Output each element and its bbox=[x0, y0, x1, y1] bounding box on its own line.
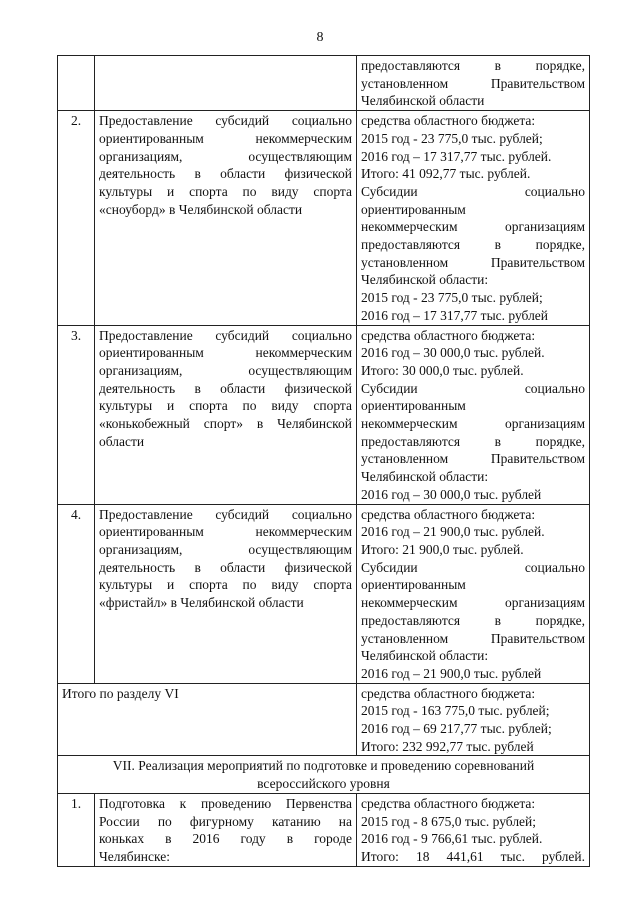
text-line: «сноуборд» в Челябинской области bbox=[99, 201, 303, 217]
text-line: Итого: 232 992,77 тыс. рублей bbox=[361, 738, 534, 754]
text-line: установленном Правительством bbox=[361, 451, 585, 467]
text-line: культуры и спорта по виду спорта bbox=[99, 577, 352, 593]
text-line: установленном Правительством bbox=[361, 75, 585, 91]
text-line: Предоставление субсидий социально bbox=[99, 506, 352, 522]
table-row bbox=[58, 326, 590, 505]
funding-source-cell bbox=[357, 326, 590, 504]
text-line: деятельность в области физической bbox=[99, 380, 352, 396]
section-heading bbox=[58, 756, 590, 792]
text-line: России по фигурному катанию на bbox=[99, 813, 352, 829]
text-line: культуры и спорта по виду спорта bbox=[99, 398, 352, 414]
text-line: предоставляются в порядке, bbox=[361, 237, 585, 253]
row-number-cell: 1. bbox=[58, 794, 95, 866]
text-line: средства областного бюджета: bbox=[361, 506, 536, 522]
section-heading-row bbox=[58, 756, 590, 793]
text-line: средства областного бюджета: bbox=[361, 795, 536, 811]
text-line: Итого: 21 900,0 тыс. рублей. bbox=[361, 541, 524, 557]
text-line: Итого: 41 092,77 тыс. рублей. bbox=[361, 166, 531, 182]
text-line: 2015 год - 23 775,0 тыс. рублей; bbox=[361, 290, 543, 306]
text-line: культуры и спорта по виду спорта bbox=[99, 183, 352, 199]
row-number-cell: 4. bbox=[58, 505, 95, 683]
text-line: 2016 год – 21 900,0 тыс. рублей. bbox=[361, 524, 545, 540]
description-cell bbox=[95, 111, 357, 324]
text-line: деятельность в области физической bbox=[99, 166, 352, 182]
text-line: 2015 год - 163 775,0 тыс. рублей; bbox=[361, 703, 550, 719]
text-line: Челябинске: bbox=[99, 848, 170, 864]
text-line: ориентированным некоммерческим bbox=[99, 345, 352, 361]
text-line: ориентированным bbox=[361, 577, 466, 593]
text-line: 2015 год - 23 775,0 тыс. рублей; bbox=[361, 130, 543, 146]
text-line: Субсидии социально bbox=[361, 183, 585, 199]
text-line: организациям, осуществляющим bbox=[99, 362, 352, 378]
description-cell bbox=[95, 56, 357, 110]
text-line: некоммерческим организациям bbox=[361, 595, 585, 611]
text-line: 2016 год – 17 317,77 тыс. рублей. bbox=[361, 148, 552, 164]
text-line: 2015 год - 8 675,0 тыс. рублей; bbox=[361, 813, 537, 829]
description-cell bbox=[95, 505, 357, 683]
text-line: 2016 год – 30 000,0 тыс. рублей. bbox=[361, 345, 545, 361]
funding-source-cell bbox=[357, 505, 590, 683]
text-line: Итого: 18 441,61 тыс. рублей. bbox=[361, 848, 585, 864]
description-cell bbox=[95, 326, 357, 504]
text-line: 2016 год – 17 317,77 тыс. рублей bbox=[361, 307, 549, 323]
text-line: ориентированным bbox=[361, 201, 466, 217]
text-line: средства областного бюджета: bbox=[361, 113, 536, 129]
text-line: Челябинской области: bbox=[361, 272, 489, 288]
text-line: установленном Правительством bbox=[361, 254, 585, 270]
text-line: Подготовка к проведению Первенства bbox=[99, 795, 352, 811]
funding-source-cell bbox=[357, 111, 590, 324]
text-line: области bbox=[99, 433, 145, 449]
text-line: предоставляются в порядке, bbox=[361, 433, 585, 449]
budget-table bbox=[57, 55, 590, 867]
text-line: Челябинской области: bbox=[361, 469, 489, 485]
text-line: Челябинской области bbox=[361, 93, 485, 109]
text-line: ориентированным некоммерческим bbox=[99, 524, 352, 540]
text-line: Итого: 30 000,0 тыс. рублей. bbox=[361, 362, 524, 378]
table-row bbox=[58, 794, 590, 867]
text-line: всероссийского уровня bbox=[257, 776, 390, 792]
text-line: Предоставление субсидий социально bbox=[99, 113, 352, 129]
section-total-label: Итого по разделу VI bbox=[58, 684, 357, 756]
table-row bbox=[58, 505, 590, 684]
text-line: некоммерческим организациям bbox=[361, 416, 585, 432]
text-line: некоммерческим организациям bbox=[361, 219, 585, 235]
funding-source-cell bbox=[357, 684, 590, 756]
text-line: коньках в 2016 году в городе bbox=[99, 831, 352, 847]
text-line: организациям, осуществляющим bbox=[99, 541, 352, 557]
text-line: ориентированным bbox=[361, 398, 466, 414]
text-line: Предоставление субсидий социально bbox=[99, 327, 352, 343]
text-line: установленном Правительством bbox=[361, 630, 585, 646]
table-row bbox=[58, 56, 590, 111]
text-line: «фристайл» в Челябинской области bbox=[99, 595, 304, 611]
row-number-cell: 2. bbox=[58, 111, 95, 324]
page-number: 8 bbox=[316, 30, 324, 45]
text-line: средства областного бюджета: bbox=[361, 685, 536, 701]
row-number-cell bbox=[58, 56, 95, 110]
text-line: 2016 год – 21 900,0 тыс. рублей bbox=[361, 665, 542, 681]
text-line: предоставляются в порядке, bbox=[361, 612, 585, 628]
text-line: «конькобежный спорт» в Челябинской bbox=[99, 416, 352, 432]
text-line: 2016 год – 69 217,77 тыс. рублей; bbox=[361, 721, 552, 737]
text-line: деятельность в области физической bbox=[99, 559, 352, 575]
text-line: Субсидии социально bbox=[361, 380, 585, 396]
text-line: ориентированным некоммерческим bbox=[99, 130, 352, 146]
text-line: 2016 год – 30 000,0 тыс. рублей bbox=[361, 486, 542, 502]
text-line: Субсидии социально bbox=[361, 559, 585, 575]
text-line: VII. Реализация мероприятий по подготовке и проведению соревнований bbox=[112, 758, 535, 774]
text-line: Челябинской области: bbox=[361, 648, 489, 664]
text-line: организациям, осуществляющим bbox=[99, 148, 352, 164]
description-cell bbox=[95, 794, 357, 866]
text-line: средства областного бюджета: bbox=[361, 327, 536, 343]
funding-source-cell bbox=[357, 56, 590, 110]
text-line: 2016 год - 9 766,61 тыс. рублей. bbox=[361, 831, 543, 847]
table-row bbox=[58, 111, 590, 325]
section-total-row bbox=[58, 684, 590, 757]
row-number-cell: 3. bbox=[58, 326, 95, 504]
funding-source-cell bbox=[357, 794, 590, 866]
text-line: предоставляются в порядке, bbox=[361, 58, 585, 73]
